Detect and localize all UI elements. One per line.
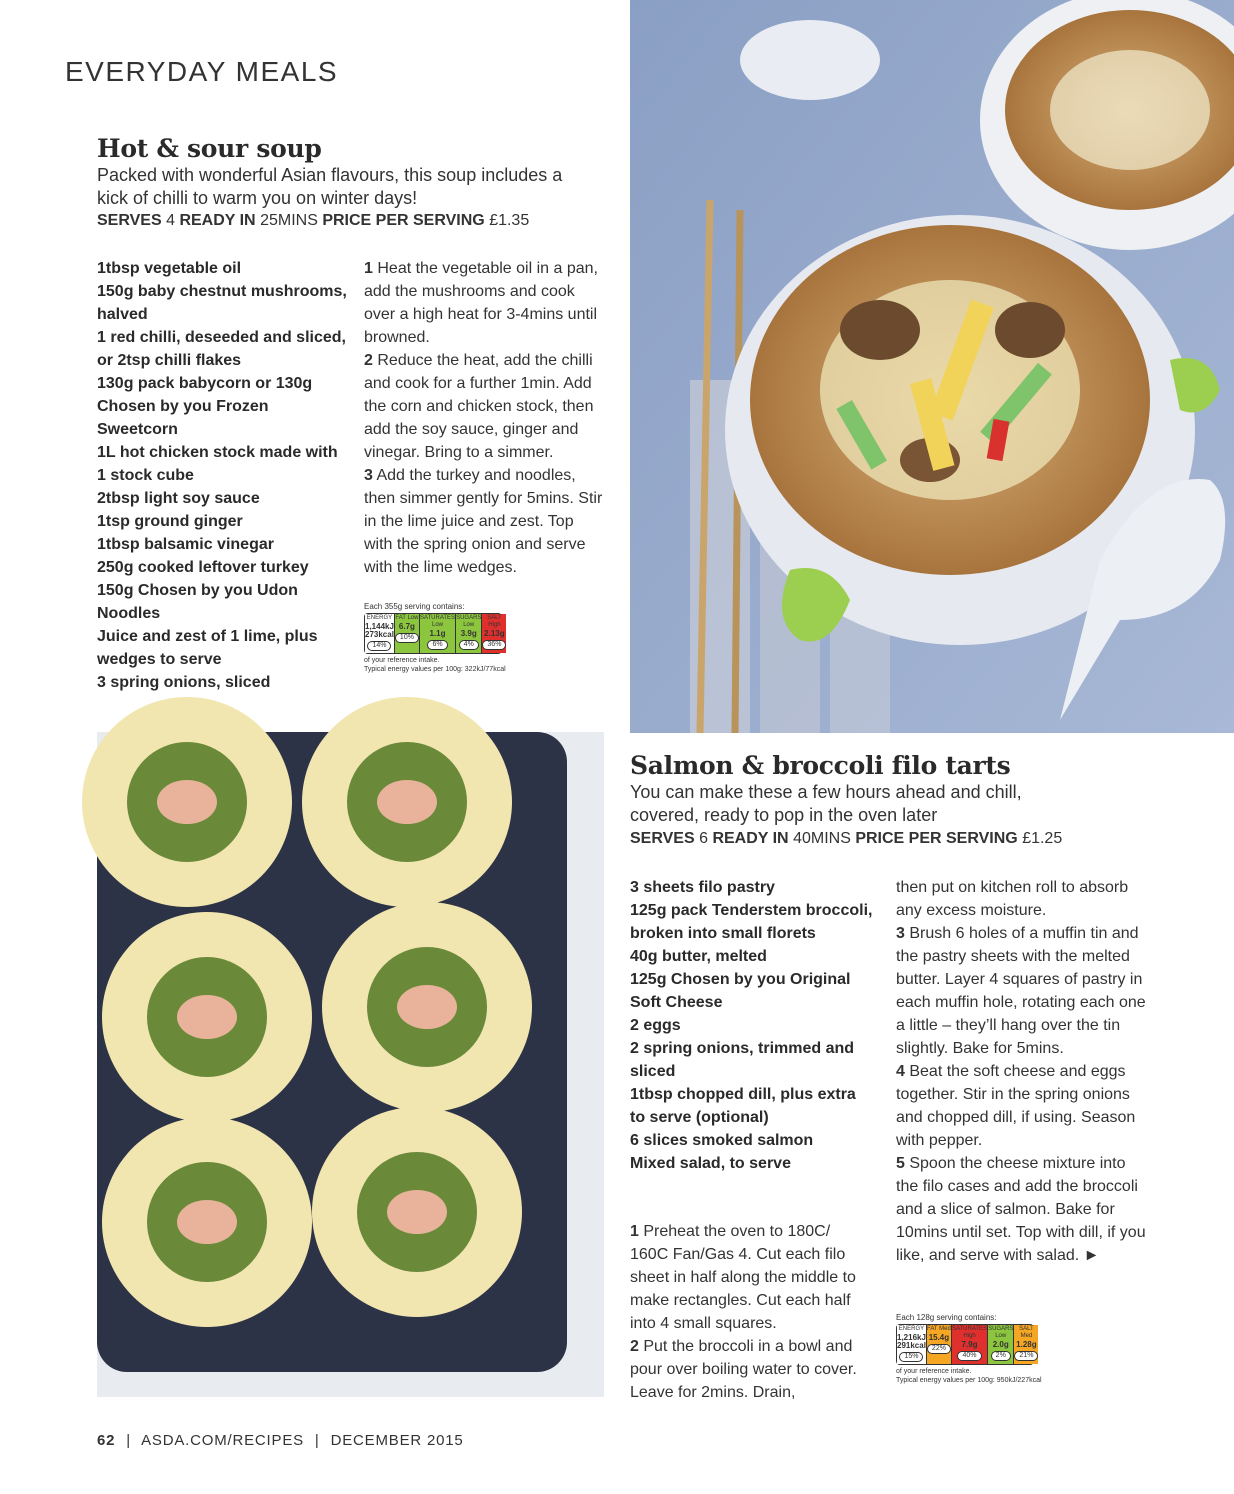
- method-step: [364, 349, 604, 464]
- nutrition-cell-pct: 36%: [482, 640, 506, 650]
- step-number: 3: [364, 467, 373, 484]
- nutrition-foot-typical: Typical energy values per 100g: 950kJ/227kcal: [896, 1377, 1042, 1384]
- nutrition-cell-pct: 14%: [367, 641, 391, 651]
- ingredient-item: 3 spring onions, sliced: [97, 674, 271, 691]
- salmon-slice: [177, 995, 237, 1039]
- method-step: [630, 1335, 870, 1404]
- ingredient-item: 130g pack babycorn or 130g Chosen by you Frozen Sweetcorn: [97, 375, 313, 438]
- nutrition-grid: [896, 1324, 1037, 1365]
- nutrition-cell: [482, 614, 506, 653]
- nutrition-cell-label: SALT Med: [1019, 1326, 1034, 1339]
- ingredient-item: 1tbsp chopped dill, plus extra to serve (optional): [630, 1086, 856, 1126]
- step-text: Spoon the cheese mixture into the filo cases and add the broccoli and a slice of salmon. Bake for 10mins until set. Top with dill, if you like, and serve with salad. ►: [896, 1155, 1146, 1264]
- salmon-slice: [157, 780, 217, 824]
- recipe-intro-soup: Packed with wonderful Asian flavours, this soup includes a kick of chilli to warm you on winter days!: [97, 165, 563, 208]
- step-text: Put the broccoli in a bowl and pour over boiling water to cover. Leave for 2mins. Drain,: [630, 1338, 857, 1401]
- method-soup: [364, 257, 604, 579]
- nutrition-cell-value: 1.1g: [429, 629, 446, 638]
- step-text: Heat the vegetable oil in a pan, add the mushrooms and cook over a high heat for 3-4mins until browned.: [364, 260, 598, 346]
- nutrition-cell-label: SALT High: [487, 615, 502, 628]
- recipe-title-tarts: Salmon & broccoli filo tarts: [630, 751, 1011, 780]
- nutrition-grid: [364, 613, 505, 654]
- method-step-continued: then put on kitchen roll to absorb any excess moisture.: [896, 879, 1129, 919]
- step-number: 2: [364, 352, 373, 369]
- step-number: 5: [896, 1155, 905, 1172]
- nutrition-cell-value: 7.9g: [961, 1340, 978, 1349]
- ready-label: READY IN: [712, 830, 789, 847]
- nutrition-cell-value: 15.4g: [928, 1333, 950, 1342]
- method-tarts-right: [896, 876, 1146, 1267]
- nutrition-cell-value: 6.7g: [398, 622, 415, 631]
- serves-label: SERVES: [97, 212, 162, 229]
- nutrition-cell-value: 2.13g: [484, 629, 505, 638]
- ingredient-item: Mixed salad, to serve: [630, 1155, 791, 1172]
- section-title: EVERYDAY MEALS: [65, 56, 339, 87]
- tarts-photo: [97, 732, 604, 1397]
- ready-label: READY IN: [179, 212, 256, 229]
- footer-divider: |: [126, 1432, 131, 1449]
- nutrition-cell-value: 1,144kJ 273kcal: [365, 622, 394, 639]
- salmon-slice: [377, 780, 437, 824]
- step-text: Reduce the heat, add the chilli and cook for a further 1min. Add the corn and chicken stock, then add the soy sauce, ginger and vinegar. Bring to a simmer.: [364, 352, 594, 461]
- ingredient-item: 1tbsp balsamic vinegar: [97, 536, 274, 553]
- ingredient-item: 1tsp ground ginger: [97, 513, 243, 530]
- nutrition-cell-label: FAT Med: [927, 1326, 951, 1332]
- price-label: PRICE PER SERVING: [855, 830, 1018, 847]
- step-number: 3: [896, 925, 905, 942]
- method-step: [896, 1152, 1146, 1267]
- ingredient-item: 6 slices smoked salmon: [630, 1132, 814, 1149]
- method-step: [364, 257, 604, 349]
- nutrition-cell-label: ENERGY: [898, 1326, 925, 1332]
- salmon-slice: [177, 1200, 237, 1244]
- page-number: 62: [97, 1432, 116, 1449]
- nutrition-cell-pct: 21%: [1014, 1351, 1038, 1361]
- footer-site: ASDA.COM/RECIPES: [141, 1432, 304, 1449]
- nutrition-cell-label: FAT Low: [395, 615, 419, 621]
- step-text: Preheat the oven to 180C/ 160C Fan/Gas 4. Cut each filo sheet in half along the middle to make rectangles. Cut each half into 4 small squares.: [630, 1223, 856, 1332]
- nutrition-cell-pct: 2%: [991, 1351, 1011, 1361]
- step-text: Beat the soft cheese and eggs together. Stir in the spring onions and chopped dill, if using. Season with pepper.: [896, 1063, 1136, 1149]
- nutrition-cell: [952, 1325, 988, 1364]
- nutrition-head: Each 128g serving contains:: [896, 1313, 997, 1322]
- serves-value: 6: [699, 830, 708, 847]
- nutrition-cell: [420, 614, 456, 653]
- ingredient-item: 1 red chilli, deseeded and sliced, or 2tsp chilli flakes: [97, 329, 346, 369]
- step-text: Add the turkey and noodles, then simmer gently for 5mins. Stir in the lime juice and zest. Top with the spring onion and serve with the lime wedges.: [364, 467, 603, 576]
- ingredient-item: 150g baby chestnut mushrooms, halved: [97, 283, 347, 323]
- method-tarts-left: [630, 1220, 870, 1404]
- step-number: 1: [364, 260, 373, 277]
- ingredients-list-soup: [97, 257, 347, 694]
- method-step: [364, 464, 604, 579]
- nutrition-cell-pct: 40%: [957, 1351, 981, 1361]
- footer-date: DECEMBER 2015: [330, 1432, 464, 1449]
- ingredient-item: Juice and zest of 1 lime, plus wedges to serve: [97, 628, 318, 668]
- nutrition-cell: [897, 1325, 927, 1364]
- soup-photo-illustration: [630, 0, 1234, 733]
- nutrition-cell-label: ENERGY: [366, 615, 393, 621]
- method-step: [630, 1220, 870, 1335]
- nutrition-cell: [1014, 1325, 1038, 1364]
- recipe-title-soup: Hot & sour soup: [97, 134, 322, 163]
- ingredient-item: 1tbsp vegetable oil: [97, 260, 242, 277]
- nutrition-cell-label: SUGARS Low: [456, 615, 482, 628]
- price-value: £1.35: [489, 212, 530, 229]
- nutrition-cell: [988, 1325, 1014, 1364]
- serves-label: SERVES: [630, 830, 695, 847]
- ingredient-item: 125g pack Tenderstem broccoli, broken into small florets: [630, 902, 873, 942]
- nutrition-foot: of your reference intake.: [364, 657, 440, 664]
- page-footer: [97, 1432, 464, 1449]
- nutrition-cell-label: SATURATES High: [951, 1326, 988, 1339]
- ingredient-item: 150g Chosen by you Udon Noodles: [97, 582, 298, 622]
- nutrition-cell-value: 3.9g: [460, 629, 477, 638]
- soup-photo: [630, 0, 1234, 733]
- price-value: £1.25: [1022, 830, 1063, 847]
- nutrition-cell-value: 1,216kJ 291kcal: [897, 1333, 926, 1350]
- step-number: 1: [630, 1223, 639, 1240]
- ready-value: 40MINS: [793, 830, 851, 847]
- recipe-meta-soup: [97, 212, 529, 230]
- muffin-tin-holes: [82, 697, 532, 1327]
- salmon-slice: [387, 1190, 447, 1234]
- nutrition-cell-pct: 4%: [459, 640, 479, 650]
- nutrition-cell: [456, 614, 482, 653]
- serves-value: 4: [166, 212, 175, 229]
- method-step: [896, 922, 1146, 1060]
- ingredient-item: 3 sheets filo pastry: [630, 879, 775, 896]
- nutrition-cell-pct: 22%: [927, 1344, 951, 1354]
- ingredient-item: 250g cooked leftover turkey: [97, 559, 309, 576]
- ingredient-item: 2tbsp light soy sauce: [97, 490, 260, 507]
- nutrition-cell-pct: 6%: [427, 640, 447, 650]
- step-number: 4: [896, 1063, 905, 1080]
- ingredient-item: 2 eggs: [630, 1017, 681, 1034]
- nutrition-head: Each 355g serving contains:: [364, 602, 465, 611]
- nutrition-cell-pct: 10%: [395, 633, 419, 643]
- ingredient-item: 2 spring onions, trimmed and sliced: [630, 1040, 855, 1080]
- tarts-photo-illustration: [97, 732, 604, 1397]
- ingredient-item: 125g Chosen by you Original Soft Cheese: [630, 971, 851, 1011]
- nutrition-foot-typical: Typical energy values per 100g: 322kJ/77kcal: [364, 666, 506, 673]
- nutrition-cell-value: 1.28g: [1016, 1340, 1037, 1349]
- nutrition-cell-value: 2.0g: [992, 1340, 1009, 1349]
- nutrition-cell-label: SATURATES Low: [419, 615, 456, 628]
- nutrition-cell: [395, 614, 420, 653]
- nutrition-label-tarts: [896, 1313, 1042, 1385]
- method-step: [896, 1060, 1146, 1152]
- footer-divider: |: [314, 1432, 320, 1449]
- nutrition-cell-label: SUGARS Low: [988, 1326, 1014, 1339]
- nutrition-cell-pct: 15%: [899, 1352, 923, 1362]
- step-number: 2: [630, 1338, 639, 1355]
- recipe-meta-tarts: [630, 830, 1062, 848]
- step-text: Brush 6 holes of a muffin tin and the pastry sheets with the melted butter. Layer 4 squares of pastry in each muffin hole, rotating each one a little – they’ll hang over the tin slightly. Bake for 5mins.: [896, 925, 1146, 1057]
- nutrition-cell: [927, 1325, 952, 1364]
- nutrition-foot: of your reference intake.: [896, 1368, 972, 1375]
- price-label: PRICE PER SERVING: [322, 212, 485, 229]
- ready-value: 25MINS: [260, 212, 318, 229]
- salmon-slice: [397, 985, 457, 1029]
- ingredient-item: 40g butter, melted: [630, 948, 767, 965]
- nutrition-cell: [365, 614, 395, 653]
- recipe-intro-tarts: You can make these a few hours ahead and chill, covered, ready to pop in the oven later: [630, 782, 1022, 825]
- ingredient-item: 1L hot chicken stock made with 1 stock cube: [97, 444, 338, 484]
- nutrition-label-soup: [364, 602, 506, 674]
- ingredients-list-tarts: [630, 876, 875, 1175]
